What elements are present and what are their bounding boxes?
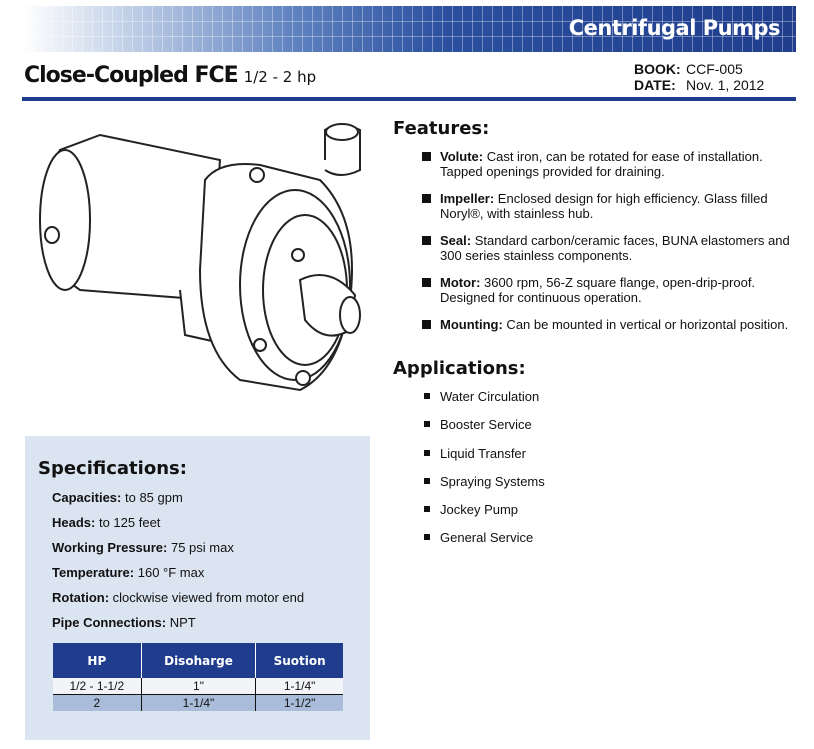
application-label: General Service (440, 530, 534, 546)
date-value: Nov. 1, 2012 (686, 77, 765, 93)
feature-item (393, 149, 803, 179)
square-bullet-icon (424, 421, 430, 427)
spec-value: NPT (166, 615, 196, 630)
applications-section (393, 358, 545, 559)
application-item (393, 502, 545, 530)
banner-title: Centrifugal Pumps (568, 16, 780, 40)
product-name: Close-Coupled FCE (24, 63, 238, 88)
spec-value: to 85 gpm (121, 490, 183, 505)
table-row (53, 695, 343, 712)
cell-suction: 1-1/2" (256, 695, 343, 712)
col-header-hp: HP (53, 643, 141, 678)
spec-item (52, 565, 204, 580)
square-bullet-icon (422, 194, 431, 203)
hp-range: 1/2 - 2 hp (243, 68, 317, 86)
square-bullet-icon (422, 236, 431, 245)
square-bullet-icon (422, 278, 431, 287)
col-header-discharge: Disoharge (141, 643, 256, 678)
square-bullet-icon (424, 506, 430, 512)
feature-item (393, 233, 803, 263)
spec-item (52, 540, 234, 555)
square-bullet-icon (424, 478, 430, 484)
application-label: Booster Service (440, 417, 532, 433)
spec-label: Temperature: (52, 565, 135, 580)
cell-hp: 1/2 - 1-1/2 (53, 678, 141, 695)
header-banner (22, 6, 796, 52)
spec-value: 75 psi max (167, 540, 234, 555)
spec-label: Pipe Connections: (52, 615, 167, 630)
cell-discharge: 1" (141, 678, 256, 695)
application-label: Water Circulation (440, 389, 540, 404)
application-item (393, 474, 545, 502)
square-bullet-icon (424, 450, 430, 456)
pipe-connections-table (53, 643, 343, 711)
application-item (393, 446, 545, 474)
table-row (53, 678, 343, 695)
header-divider (22, 97, 796, 101)
spec-item (52, 590, 304, 605)
spec-label: Rotation: (52, 590, 110, 605)
feature-text: 3600 rpm, 56-Z square flange, open-drip-proof. Designed for continuous operation. (440, 275, 756, 305)
features-heading: Features: (393, 118, 490, 139)
col-header-suction: Suotion (256, 643, 343, 678)
feature-text: Enclosed design for high efficiency. Glass filled Noryl®, with stainless hub. (440, 191, 768, 221)
feature-text: Cast iron, can be rotated for ease of installation. Tapped openings provided for draining. (440, 149, 763, 179)
cell-suction: 1-1/4" (256, 678, 343, 695)
spec-value: 160 °F max (134, 565, 205, 580)
document-meta (634, 61, 764, 93)
feature-item (393, 317, 803, 332)
specifications-panel (25, 436, 370, 740)
features-section (393, 118, 803, 332)
pump-illustration (20, 120, 370, 420)
feature-label: Mounting: (440, 317, 503, 332)
book-value: CCF-005 (686, 61, 743, 77)
application-label: Jockey Pump (440, 502, 519, 518)
spec-item (52, 490, 183, 505)
book-label: BOOK: (634, 61, 681, 77)
spec-label: Capacities: (52, 490, 122, 505)
spec-value: to 125 feet (95, 515, 161, 530)
application-label: Liquid Transfer (440, 445, 526, 461)
feature-label: Impeller: (440, 191, 495, 206)
square-bullet-icon (422, 152, 431, 161)
specifications-heading: Specifications: (38, 458, 187, 479)
page-title (24, 63, 316, 88)
feature-label: Motor: (440, 275, 481, 290)
feature-item (393, 191, 803, 221)
application-item (393, 530, 545, 558)
cell-hp: 2 (53, 695, 141, 712)
spec-label: Working Pressure: (52, 540, 168, 555)
spec-item (52, 515, 160, 530)
cell-discharge: 1-1/4" (141, 695, 256, 712)
application-label: Spraying Systems (440, 473, 545, 489)
spec-label: Heads: (52, 515, 96, 530)
square-bullet-icon (424, 534, 430, 540)
feature-text: Standard carbon/ceramic faces, BUNA elastomers and 300 series stainless components. (440, 233, 790, 263)
spec-value: clockwise viewed from motor end (109, 590, 305, 605)
applications-heading: Applications: (393, 358, 526, 379)
feature-text: Can be mounted in vertical or horizontal position. (502, 317, 789, 332)
square-bullet-icon (424, 393, 430, 399)
feature-label: Seal: (440, 233, 472, 248)
application-item (393, 389, 545, 417)
application-item (393, 417, 545, 445)
feature-label: Volute: (440, 149, 484, 164)
square-bullet-icon (422, 320, 431, 329)
date-label: DATE: (634, 77, 676, 93)
feature-item (393, 275, 803, 305)
spec-item (52, 615, 196, 630)
